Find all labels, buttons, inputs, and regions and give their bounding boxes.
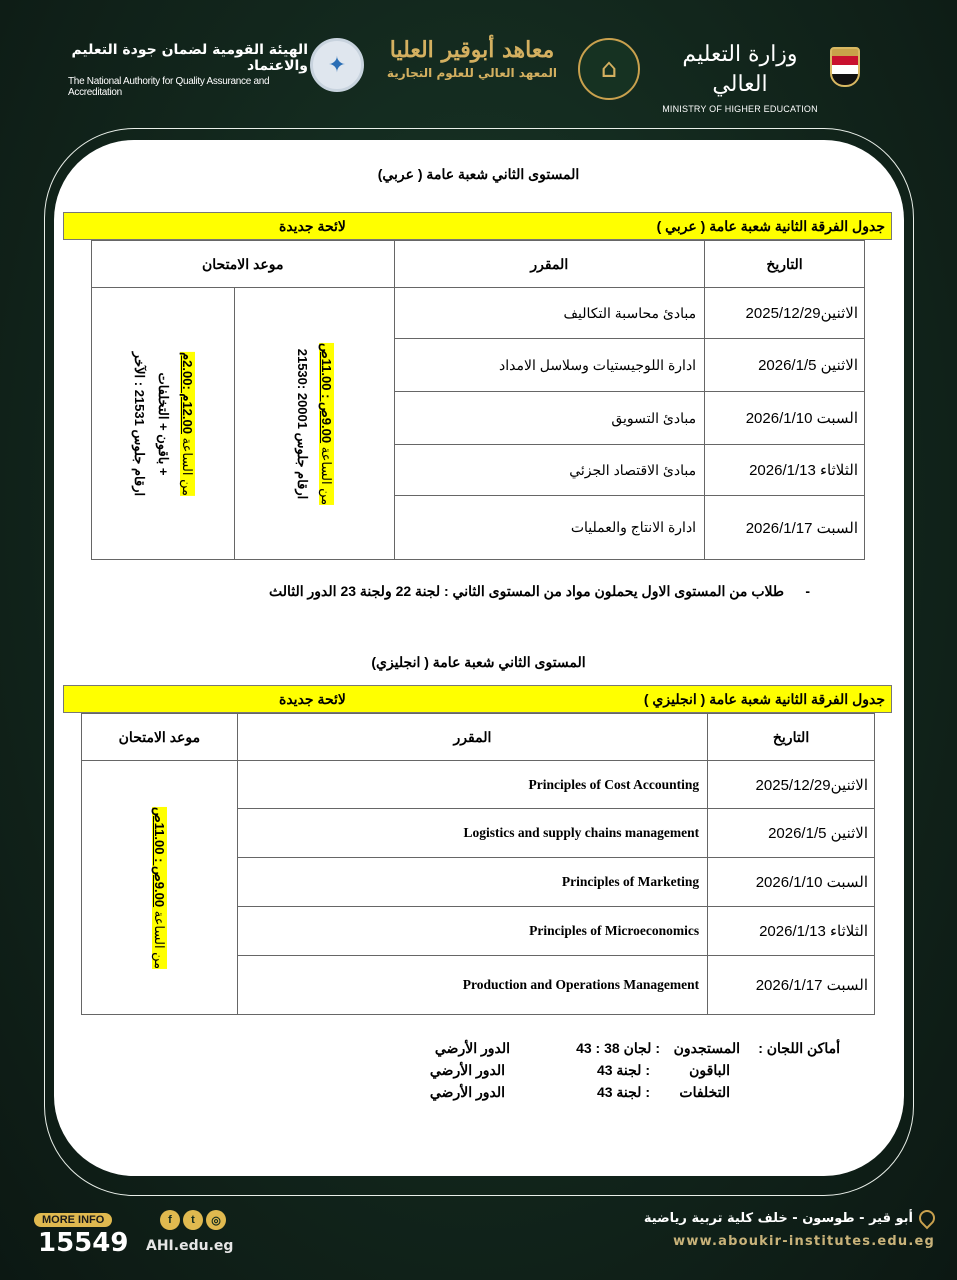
places-group: الباقون [689,1062,730,1078]
address-text: أبو قير - طوسون - خلف كلية تربية رياضية [643,1210,913,1226]
course-name: مبادئ محاسبة التكاليف [394,288,705,339]
header-course: المقرر [237,714,707,761]
places-label: أماكن اللجان : [758,1040,840,1056]
exam-slot [82,761,238,1015]
course-name: Logistics and supply chains management [237,809,707,858]
course-name: مبادئ الاقتصاد الجزئي [394,445,705,496]
address-line [644,1210,935,1226]
table-header-row [82,714,875,761]
exam-date: الثلاثاء 2026/1/13 [708,907,875,956]
course-name: Principles of Cost Accounting [237,761,707,809]
header-date: التاريخ [705,241,865,288]
section1-bar-title: جدول الفرقة الثانية شعبة عامة ( عربي ) [656,218,885,234]
note-bullet: - [805,583,810,599]
places-group: المستجدون [673,1040,740,1056]
places-room: : لجنة 43 [596,1084,650,1100]
website-link[interactable]: www.aboukir-institutes.edu.eg [673,1234,935,1249]
slot-text [147,806,171,968]
section1-title: المستوى الثاني شعبة عامة ( عربي) [377,166,580,182]
places-group: التخلفات [679,1084,730,1100]
institute-seal-icon: ⌂ [578,38,640,100]
section2-bar-regulation: لائحة جديدة [279,691,346,707]
twitter-icon[interactable]: t [183,1210,203,1230]
short-website-link[interactable]: AHI.edu.eg [146,1238,234,1254]
exam-date: السبت 2026/1/17 [708,956,875,1015]
header-course: المقرر [394,241,705,288]
section2-header-bar [63,685,892,713]
exam-slot-2 [92,288,235,560]
exam-date: الثلاثاء 2026/1/13 [705,445,865,496]
slot-time-prefix: من الساعة [152,906,168,969]
course-name: Principles of Microeconomics [237,907,707,956]
places-row [400,1062,840,1084]
location-pin-icon [916,1207,939,1230]
places-floor: الدور الأرضي [429,1084,505,1100]
footer-address [644,1210,935,1249]
exam-date: الاثنين 2026/1/5 [705,339,865,392]
authority-name-en: The National Authority for Quality Assurance and Accreditation [68,76,270,98]
section2-bar-title: جدول الفرقة الثانية شعبة عامة ( انجليزي ) [643,691,885,707]
slot1-time-prefix: من الساعة [319,442,335,505]
exam-date: الاثنين2025/12/29 [705,288,865,339]
header-time: موعد الامتحان [82,714,238,761]
ministry-name-ar: وزارة التعليم العالي [682,42,798,97]
places-floor: الدور الأرضي [429,1062,505,1078]
instagram-icon[interactable]: ◎ [206,1210,226,1230]
section2-title: المستوى الثاني شعبة عامة ( انجليزي) [371,654,586,670]
header-date: التاريخ [708,714,875,761]
institute-name-ar: معاهد أبوقير العليا [389,37,555,63]
slot2-extra: + باقون + التخلفات [155,371,171,476]
exam-date: السبت 2026/1/17 [705,496,865,560]
exam-date: السبت 2026/1/10 [705,392,865,445]
table-row [92,288,865,339]
footer-contact [34,1208,128,1259]
section1-table [91,240,865,560]
places-row [400,1040,840,1062]
course-name: مبادئ التسويق [394,392,705,445]
institute-subname-ar: المعهد العالي للعلوم التجارية [386,66,558,80]
table-row [82,761,875,809]
places-room: : لجان 38 : 43 [576,1040,660,1056]
note-text: طلاب من المستوى الاول يحملون مواد من المستوى الثاني : لجنة 22 ولجنة 23 الدور الثالث [268,583,784,599]
slot-time: 9.00ص : 11.00ص [152,806,168,907]
exam-date: السبت 2026/1/10 [708,858,875,907]
places-room: : لجنة 43 [596,1062,650,1078]
slot2-time: 12.00م :2.00م [179,351,195,434]
table-header-row [92,241,865,288]
slot2-seats: ارقام جلوس 21531 : الآخر [131,351,147,496]
authority-name-ar: الهيئة القومية لضمان جودة التعليم والاعتماد [71,42,308,74]
hotline-number: 15549 [38,1228,129,1258]
section1-bar-regulation: لائحة جديدة [279,218,346,234]
slot2-text [127,351,199,495]
course-name: ادارة اللوجيستيات وسلاسل الامداد [394,339,705,392]
more-info-badge: MORE INFO [34,1213,112,1227]
slot1-seats: ارقام جلوس 20001 :21530 [295,348,311,499]
facebook-icon[interactable]: f [160,1210,180,1230]
carryover-note [200,582,810,601]
places-floor: الدور الأرضي [434,1040,510,1056]
section1-header-bar [63,212,892,240]
course-name: Principles of Marketing [237,858,707,907]
exam-slot-1 [234,288,394,560]
course-name: ادارة الانتاج والعمليات [394,496,705,560]
exam-date: الاثنين2025/12/29 [708,761,875,809]
ministry-name-en: MINISTRY OF HIGHER EDUCATION [662,104,818,114]
course-name: Production and Operations Management [237,956,707,1015]
section2-table [81,713,875,1015]
slot1-time: 9.00ص : 11.00ص [319,342,335,443]
exam-date: الاثنين 2026/1/5 [708,809,875,858]
committee-places [400,1040,840,1106]
slot1-text [290,342,338,504]
social-links [160,1210,226,1230]
header-time: موعد الامتحان [92,241,395,288]
authority-seal-icon: ✦ [310,38,364,92]
places-row [400,1084,840,1106]
slot2-time-prefix: من الساعة [179,433,195,496]
